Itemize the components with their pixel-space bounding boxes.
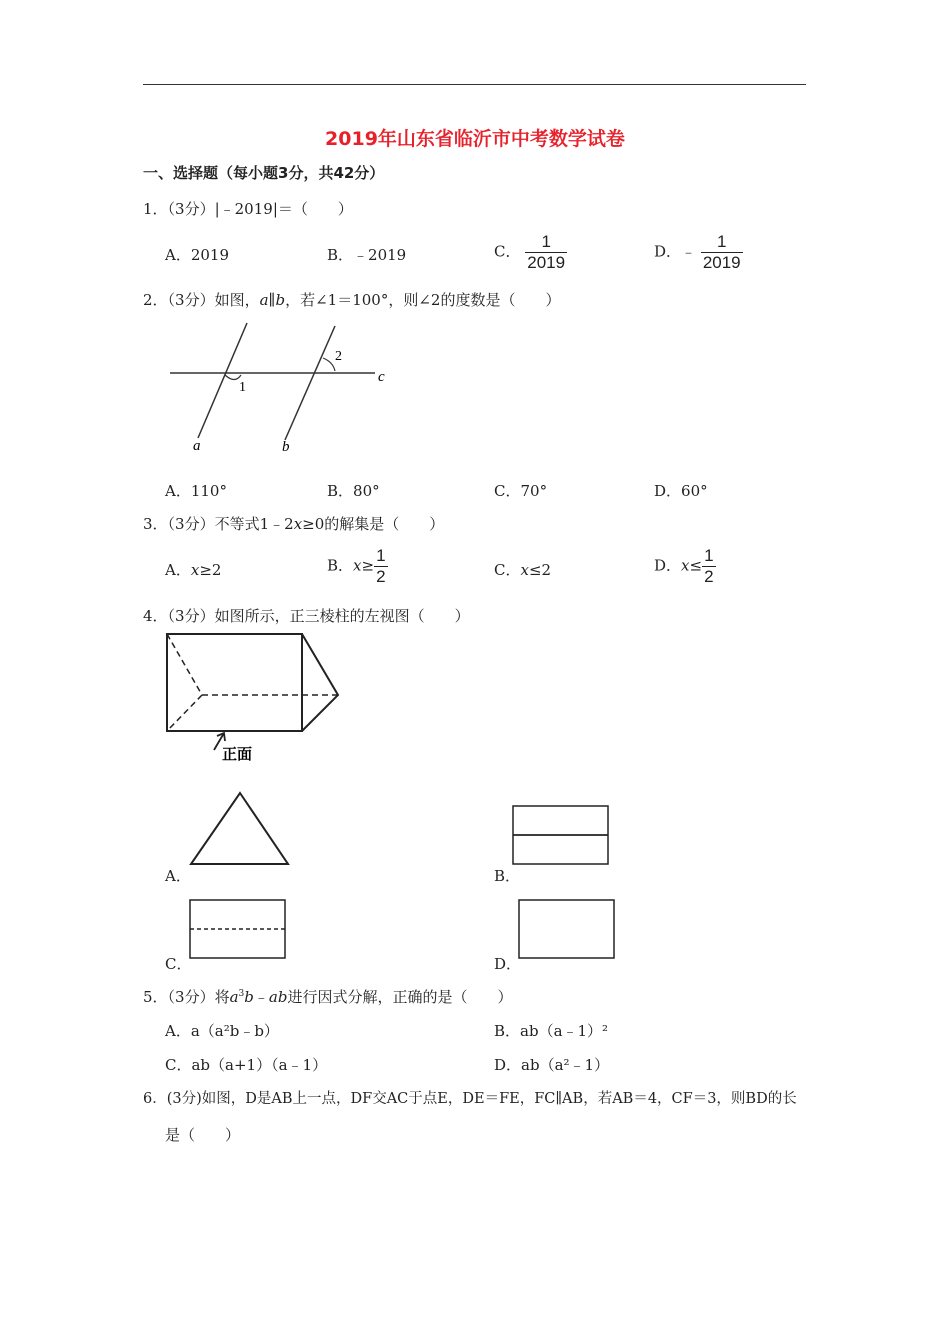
page-title: 2019年山东省临沂市中考数学试卷 xyxy=(325,128,625,150)
option-label: B． xyxy=(327,556,354,575)
rectangle-shape xyxy=(519,900,614,958)
numerator: 1 xyxy=(704,546,714,565)
q2-option-c[interactable]: C．70° xyxy=(494,482,548,500)
var-a: a xyxy=(259,291,269,309)
fraction xyxy=(701,232,743,273)
prism-front-face xyxy=(167,634,302,731)
parallel-lines-figure xyxy=(165,318,405,460)
question-2-stem xyxy=(143,289,560,310)
q5-option-c[interactable]: C．ab（a+1）（a﹣1） xyxy=(165,1056,328,1074)
numerator: 1 xyxy=(525,232,567,253)
q3-option-b[interactable] xyxy=(327,546,388,587)
q4-figure-b[interactable] xyxy=(511,805,611,867)
q4-figure-d[interactable] xyxy=(517,898,617,960)
q3-option-c[interactable] xyxy=(494,559,551,580)
stem-text: 3．（3分）不等式1﹣2 xyxy=(143,515,294,533)
question-6-line-1: 6．(3分)如图，D是AB上一点，DF交AC于点E，DE＝FE，FC∥AB，若AB＝4，CF＝3，则BD的长 xyxy=(143,1091,797,1107)
line-b xyxy=(285,326,335,440)
q1-option-d[interactable] xyxy=(654,232,743,273)
q4-figure-c[interactable] xyxy=(188,898,288,960)
question-1-stem: 1．（3分）|﹣2019|＝（ ） xyxy=(143,200,353,218)
stem-text: 5．（3分）将 xyxy=(143,988,230,1006)
option-label: D．﹣ xyxy=(654,242,697,261)
question-5-stem xyxy=(143,986,512,1007)
denominator: 2019 xyxy=(527,253,566,272)
label-1: 1 xyxy=(239,380,246,395)
denominator: 2 xyxy=(376,567,386,586)
label-a: a xyxy=(193,438,201,454)
triangle-shape xyxy=(191,793,288,864)
hidden-edge xyxy=(167,695,202,731)
angle-2-arc xyxy=(323,358,335,371)
q5-option-b[interactable]: B．ab（a﹣1）² xyxy=(494,1022,609,1040)
relation-sign: ≥ xyxy=(361,556,375,575)
exponent: 3 xyxy=(238,989,245,999)
var-b: b xyxy=(275,291,286,309)
q1-option-b[interactable]: B．﹣2019 xyxy=(327,246,407,264)
var-x: x xyxy=(681,556,690,575)
option-expr: ≤2 xyxy=(528,561,552,579)
var-b: b xyxy=(244,988,254,1006)
q5-option-d[interactable]: D．ab（a²﹣1） xyxy=(494,1056,610,1074)
q1-option-c[interactable] xyxy=(494,232,567,273)
relation-sign: ≤ xyxy=(689,556,703,575)
var-x: x xyxy=(520,561,529,579)
angle-1-arc xyxy=(225,375,241,380)
q4-option-d-label[interactable]: D． xyxy=(494,955,522,973)
q4-option-c-label[interactable]: C． xyxy=(165,955,192,973)
stem-text: ，若∠1＝100°，则∠2的度数是（ ） xyxy=(285,291,561,309)
denominator: 2 xyxy=(704,567,714,586)
option-label: C． xyxy=(494,242,521,261)
stem-text: ≥0的解集是（ ） xyxy=(302,515,445,533)
numerator: 1 xyxy=(701,232,743,253)
front-label: 正面 xyxy=(222,747,253,763)
fraction xyxy=(525,232,567,273)
label-2: 2 xyxy=(335,349,342,364)
option-label: D． xyxy=(654,556,682,575)
section-heading: 一、选择题（每小题3分，共42分） xyxy=(143,164,385,182)
label-b: b xyxy=(282,439,290,455)
denominator: 2019 xyxy=(702,253,741,272)
fraction xyxy=(374,546,387,587)
question-3-stem xyxy=(143,513,444,534)
q4-option-b-label[interactable]: B． xyxy=(494,867,521,885)
question-6-line-2: 是（ ） xyxy=(165,1126,241,1144)
var-ab: ab xyxy=(268,988,288,1006)
var-a: a xyxy=(229,988,239,1006)
stem-text: 2．（3分）如图， xyxy=(143,291,260,309)
hidden-edge xyxy=(167,634,202,695)
q1-option-a[interactable]: A．2019 xyxy=(165,246,230,264)
option-label: A． xyxy=(165,561,191,579)
question-4-stem: 4．（3分）如图所示，正三棱柱的左视图（ ） xyxy=(143,607,470,625)
q2-option-b[interactable]: B．80° xyxy=(327,482,380,500)
var-x: x xyxy=(353,556,362,575)
label-c: c xyxy=(378,369,385,385)
q3-option-d[interactable] xyxy=(654,546,716,587)
q2-option-d[interactable]: D．60° xyxy=(654,482,708,500)
header-rule xyxy=(143,84,806,85)
prism-side-edges xyxy=(302,634,338,731)
q4-figure-a[interactable] xyxy=(188,790,292,868)
option-label: C． xyxy=(494,561,521,579)
q5-option-a[interactable]: A．a（a²b﹣b） xyxy=(165,1022,279,1040)
q4-option-a-label[interactable]: A． xyxy=(165,867,191,885)
parallel-sign: ∥ xyxy=(268,291,276,309)
numerator: 1 xyxy=(376,546,386,565)
fraction xyxy=(702,546,715,587)
option-expr: ≥2 xyxy=(199,561,222,579)
var-x: x xyxy=(293,515,303,533)
prism-figure xyxy=(160,628,350,768)
stem-text: 进行因式分解，正确的是（ ） xyxy=(287,988,513,1006)
q3-option-a[interactable] xyxy=(165,559,221,580)
minus-sign: ﹣ xyxy=(253,988,269,1006)
var-x: x xyxy=(190,561,200,579)
q2-option-a[interactable]: A．110° xyxy=(165,482,227,500)
